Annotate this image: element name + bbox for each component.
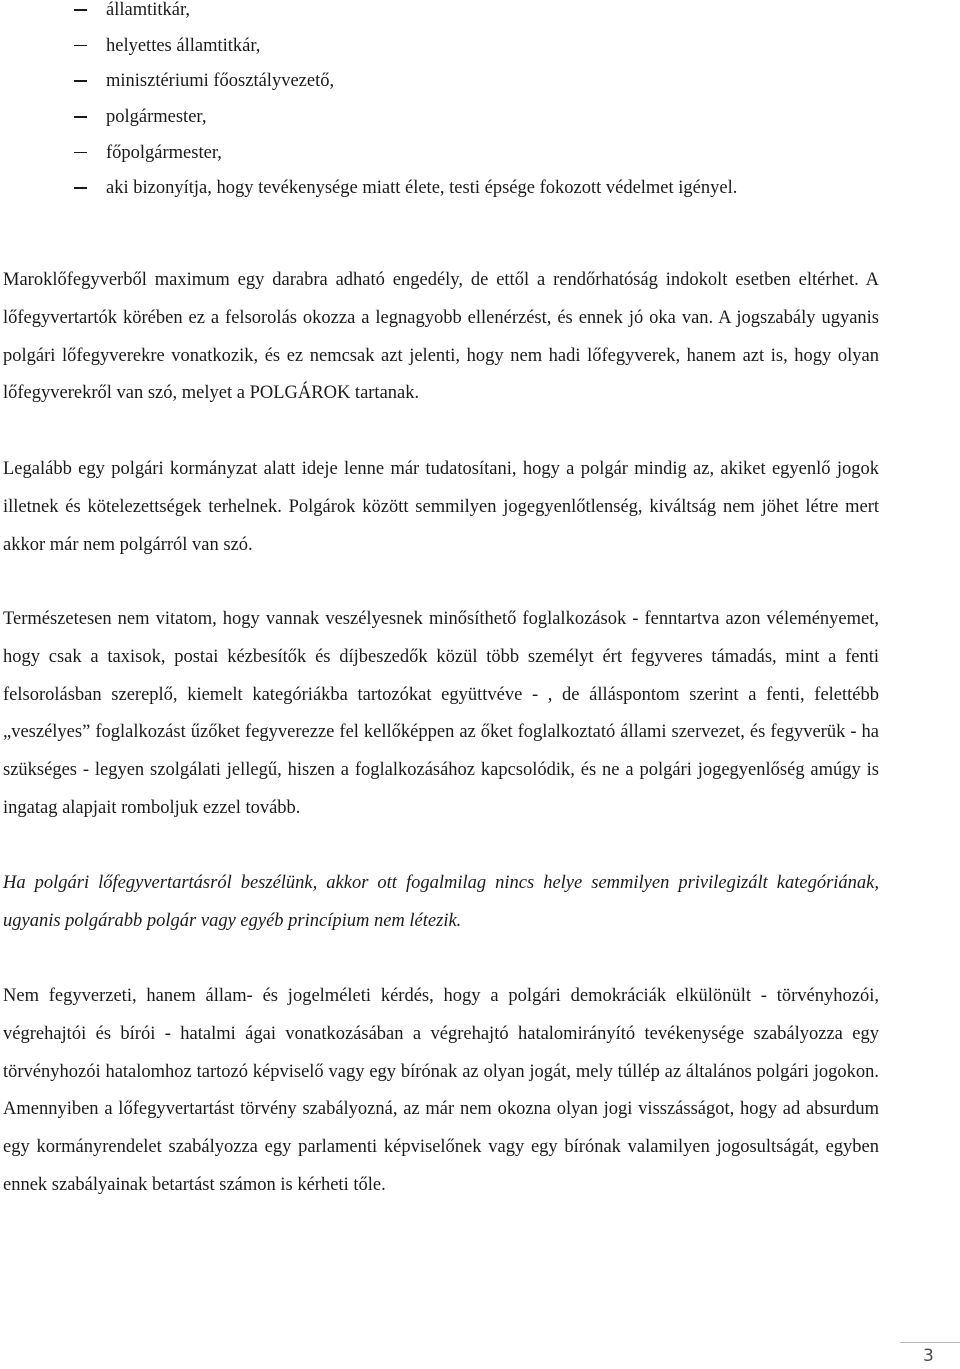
list-item bbox=[0, 34, 960, 72]
bullet-list bbox=[0, 0, 960, 214]
list-item-text: helyettes államtitkár, bbox=[106, 35, 261, 56]
dash-bullet-icon bbox=[74, 152, 87, 154]
list-item-text: főpolgármester, bbox=[106, 142, 222, 163]
list-item bbox=[0, 0, 960, 36]
list-item-text: minisztériumi főosztályvezető, bbox=[106, 71, 335, 92]
dash-bullet-icon bbox=[74, 116, 87, 118]
list-item bbox=[0, 141, 960, 179]
dash-bullet-icon bbox=[74, 187, 87, 189]
page-number: 3 bbox=[923, 1346, 934, 1366]
list-item-text: államtitkár, bbox=[106, 0, 191, 20]
dash-bullet-icon bbox=[74, 9, 87, 11]
list-item bbox=[0, 176, 960, 214]
paragraph-no-privileged-category: Ha polgári lőfegyvertartásról beszélünk, akkor ott fogalmilag nincs helye semmilyen privilegizált kategóriának, ugyanis polgárabb polgár vagy egyéb princípium nem létezik. bbox=[3, 873, 879, 931]
dash-bullet-icon bbox=[74, 80, 87, 82]
paragraph-citizen-equality: Legalább egy polgári kormányzat alatt ideje lenne már tudatosítani, hogy a polgár mindig az, akiket egyenlő jogok illetnek és kötelezettségek terhelnek. Polgárok között semmilyen jogegyenlőtlenség, kiváltság nem jöhet létre mert akkor már nem polgárról van szó. bbox=[3, 459, 879, 555]
footer-divider bbox=[900, 1342, 960, 1343]
paragraph-legal-theory: Nem fegyverzeti, hanem állam- és jogelméleti kérdés, hogy a polgári demokráciák elkülönült - törvényhozói, végrehajtói és bírói - hatalmi ágai vonatkozásában a végrehajtó hatalomirányító tevékenysége szabályozza egy törvényhozói hatalomhoz tartozó képviselő vagy egy bírónak az olyan jogát, mely túllép az általános polgári jogokon. Amennyiben a lőfegyvertartást törvény szabályozná, az már nem okozna olyan jogi visszásságot, hogy ad absurdum egy kormányrendelet szabályozza egy parlamenti képviselőnek vagy egy bírónak valamilyen jogosultságát, egyben ennek szabályainak betartást számon is kérheti tőle. bbox=[3, 986, 879, 1195]
paragraph-dangerous-occupations: Természetesen nem vitatom, hogy vannak veszélyesnek minősíthető foglalkozások - fenntartva azon véleményemet, hogy csak a taxisok, postai kézbesítők és díjbeszedők közül több személyt ért fegyveres támadás, mint a fenti felsorolásban szereplő, kiemelt kategóriákba tartozókat együttvéve - , de álláspontom szerint a fenti, felettébb „veszélyes” foglalkozást űzőket fegyverezze fel kellőképpen az őket foglalkoztató állami szervezet, és fegyverük - ha szükséges - legyen szolgálati jellegű, hiszen a foglalkozásához kapcsolódik, és ne a polgári jogegyenlőség amúgy is ingatag alapjait romboljuk ezzel tovább. bbox=[3, 609, 879, 818]
list-item bbox=[0, 105, 960, 143]
list-item-text: aki bizonyítja, hogy tevékenysége miatt élete, testi épsége fokozott védelmet igényel. bbox=[106, 178, 738, 199]
list-item-text: polgármester, bbox=[106, 107, 207, 128]
list-item bbox=[0, 69, 960, 107]
paragraph-handgun-permit: Maroklőfegyverből maximum egy darabra adható engedély, de ettől a rendőrhatóság indokolt esetben eltérhet. A lőfegyvertartók körében ez a felsorolás okozza a legnagyobb ellenérzést, és ennek jó oka van. A jogszabály ugyanis polgári lőfegyverekre vonatkozik, és ez nemcsak azt jelenti, hogy nem hadi lőfegyverek, hanem azt is, hogy olyan lőfegyverekről van szó, melyet a POLGÁROK tartanak. bbox=[3, 270, 879, 404]
dash-bullet-icon bbox=[74, 45, 87, 47]
